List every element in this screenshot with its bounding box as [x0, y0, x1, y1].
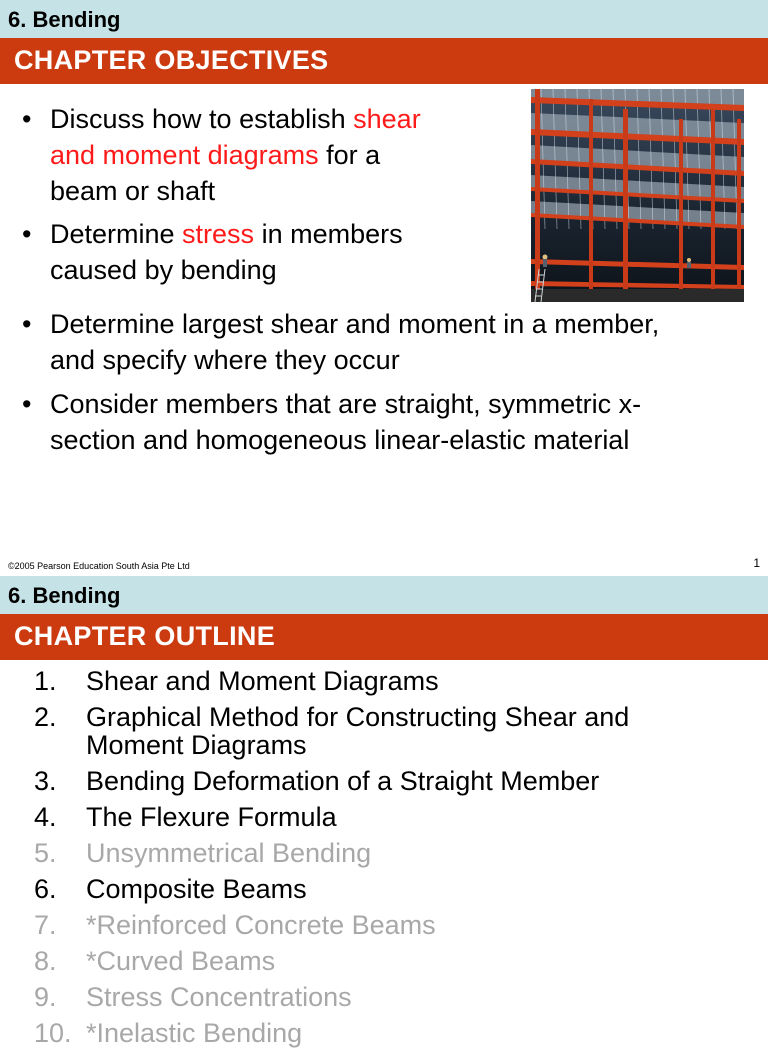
outline-number: 10. [34, 1018, 72, 1048]
section-header [0, 0, 768, 38]
slide-heading: CHAPTER OUTLINE [14, 621, 275, 651]
outline-label [86, 983, 726, 1011]
bullet-item [22, 386, 742, 458]
section-title: 6. Bending [8, 583, 121, 608]
outline-label-line: *Reinforced Concrete Beams [86, 910, 436, 940]
emphasis-text: and moment diagrams [50, 140, 319, 170]
outline-label [86, 803, 726, 831]
bullet-line [50, 216, 403, 252]
title-bar [0, 614, 768, 660]
outline-number: 3. [34, 766, 57, 796]
outline-number: 8. [34, 946, 57, 976]
emphasis-text: shear [353, 104, 421, 134]
bullet-segment: Consider members that are straight, symmetric x- [50, 389, 642, 419]
bullet-dot: • [22, 389, 32, 419]
bullet-segment: Determine [50, 219, 183, 249]
outline-label-line: Graphical Method for Constructing Shear and [86, 702, 630, 732]
bullet-dot: • [22, 309, 32, 339]
outline-label [86, 839, 726, 867]
bullet-text [50, 216, 403, 288]
bullet-line [50, 342, 659, 378]
bullet-line [50, 101, 421, 137]
bullet-line [50, 386, 641, 422]
outline-label-line: Bending Deformation of a Straight Member [86, 766, 600, 796]
section-header [0, 576, 768, 614]
outline-number: 7. [34, 910, 57, 940]
bullet-line [50, 173, 421, 209]
bullet-text [50, 386, 641, 458]
page-number: 1 [753, 556, 760, 570]
outline-number: 9. [34, 982, 57, 1012]
outline-label-line: *Inelastic Bending [86, 1018, 303, 1048]
outline-label [86, 1019, 726, 1047]
emphasis-text: stress [182, 219, 255, 249]
outline-label-line: The Flexure Formula [86, 802, 337, 832]
outline-label [86, 911, 726, 939]
bullet-segment: caused by bending [50, 255, 277, 285]
outline-label-line: Stress Concentrations [86, 982, 352, 1012]
copyright-footer: ©2005 Pearson Education South Asia Pte Ltd [8, 561, 190, 571]
outline-label-line: Shear and Moment Diagrams [86, 666, 439, 696]
outline-number: 5. [34, 838, 57, 868]
steel-frame-construction-photo [531, 89, 744, 302]
bullet-dot: • [22, 219, 32, 249]
bullet-item [22, 306, 742, 378]
bullet-segment: Discuss how to establish [50, 104, 354, 134]
outline-label-line: Composite Beams [86, 874, 307, 904]
section-title: 6. Bending [8, 7, 121, 32]
bullet-segment: beam or shaft [50, 176, 216, 206]
outline-label-line: Unsymmetrical Bending [86, 838, 372, 868]
bullet-segment: section and homogeneous linear-elastic material [50, 425, 630, 455]
outline-label-line: Moment Diagrams [86, 730, 307, 760]
outline-label [86, 875, 726, 903]
outline-number: 1. [34, 666, 57, 696]
bullet-segment: in members [254, 219, 403, 249]
bullet-segment: Determine largest shear and moment in a member, [50, 309, 660, 339]
outline-number: 2. [34, 702, 57, 732]
outline-label [86, 767, 726, 795]
bullet-segment: and specify where they occur [50, 345, 400, 375]
outline-number: 6. [34, 874, 57, 904]
slide-heading: CHAPTER OBJECTIVES [14, 45, 329, 75]
slide-outline [0, 576, 768, 1048]
bullet-dot: • [22, 104, 32, 134]
outline-label [86, 667, 726, 695]
bullet-line [50, 306, 659, 342]
bullet-line [50, 252, 403, 288]
bullet-text [50, 306, 659, 378]
outline-label [86, 703, 726, 759]
bullet-line [50, 422, 641, 458]
outline-number: 4. [34, 802, 57, 832]
bullet-segment: for a [318, 140, 381, 170]
bullet-line [50, 137, 421, 173]
title-bar [0, 38, 768, 84]
outline-label-line: *Curved Beams [86, 946, 276, 976]
outline-label [86, 947, 726, 975]
bullet-text [50, 101, 421, 209]
